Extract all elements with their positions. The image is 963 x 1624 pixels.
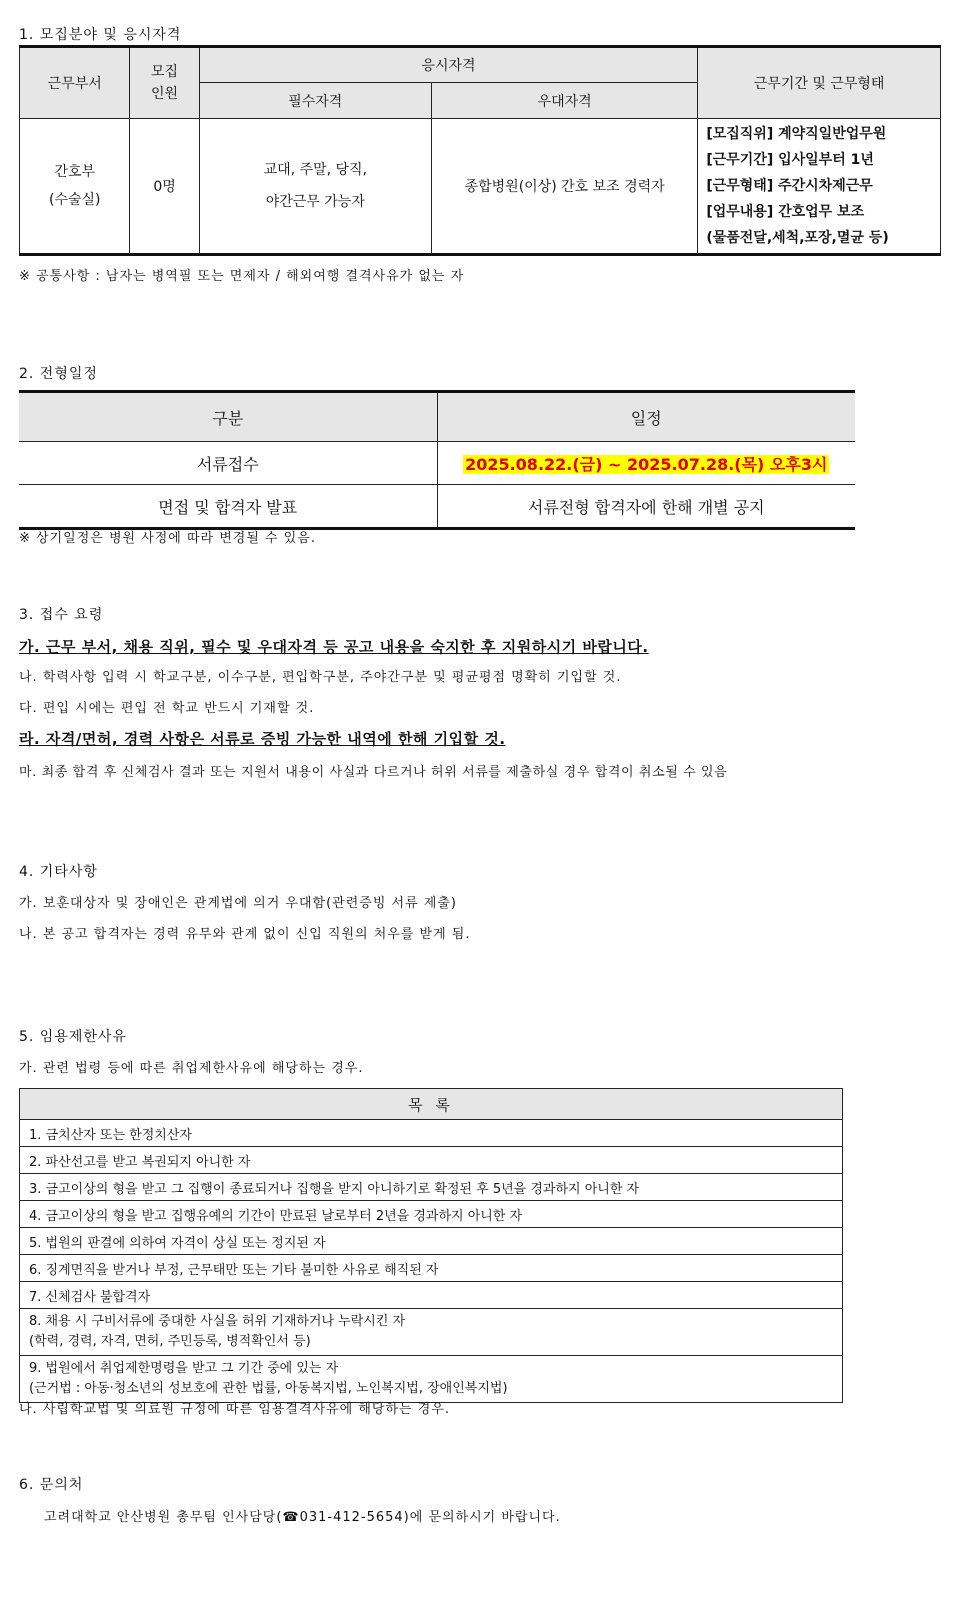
header-period: 근무기간 및 근무형태	[698, 47, 941, 119]
contact-text: 고려대학교 안산병원 총무팀 인사담당(☎031-412-5654)에 문의하시기 바랍니다.	[44, 1510, 561, 1525]
cell-period: [모집직위] 계약직일반업무원 [근무기간] 입사일부터 1년 [근무형태] 주간시차제근무 [업무내용] 간호업무 보조 (물품전달,세척,포장,멸균 등)	[698, 119, 941, 255]
schedule-note: ※ 상기일정은 병원 사정에 따라 변경될 수 있음.	[19, 531, 316, 546]
misc-item: 나. 본 공고 합격자는 경력 유무와 관계 없이 신입 직원의 처우를 받게 됨.	[19, 927, 471, 942]
schedule-header-category: 구분	[19, 392, 437, 442]
restriction-row: 1. 금치산자 또는 한정치산자	[20, 1120, 843, 1147]
section-2-heading: 2. 전형일정	[19, 366, 98, 382]
section-6-heading: 6. 문의처	[19, 1477, 84, 1493]
schedule-header-date: 일정	[437, 392, 855, 442]
guideline-item: 라. 자격/면허, 경력 사항은 서류로 증빙 가능한 내역에 한해 기입할 것.	[19, 730, 506, 748]
restriction-table	[19, 1088, 843, 1403]
restriction-row: 5. 법원의 판결에 의하여 자격이 상실 또는 정지된 자	[20, 1228, 843, 1255]
restriction-row: 3. 금고이상의 형을 받고 그 집행이 종료되거나 집행을 받지 아니하기로 확정된 후 5년을 경과하지 아니한 자	[20, 1174, 843, 1201]
header-preferred: 우대자격	[431, 83, 697, 119]
restriction-row: 8. 채용 시 구비서류에 중대한 사실을 허위 기재하거나 누락시킨 자 (학력, 경력, 자격, 면허, 주민등록, 병적확인서 등)	[20, 1309, 843, 1356]
recruitment-table	[19, 45, 941, 256]
header-dept: 근무부서	[20, 47, 130, 119]
restriction-row: 7. 신체검사 불합격자	[20, 1282, 843, 1309]
guideline-item: 가. 근무 부서, 채용 직위, 필수 및 우대자격 등 공고 내용을 숙지한 후 지원하시기 바랍니다.	[19, 638, 649, 656]
schedule-row-label: 서류접수	[19, 442, 437, 485]
restriction-row: 2. 파산선고를 받고 복권되지 아니한 자	[20, 1147, 843, 1174]
restriction-outro: 나. 사립학교법 및 의료원 규정에 따른 임용결격사유에 해당하는 경우.	[19, 1402, 450, 1417]
cell-dept: 간호부 (수술실)	[20, 119, 130, 255]
restriction-intro: 가. 관련 법령 등에 따른 취업제한사유에 해당하는 경우.	[19, 1061, 364, 1076]
header-qualification: 응시자격	[199, 47, 698, 83]
schedule-table	[19, 390, 855, 530]
guideline-item: 나. 학력사항 입력 시 학교구분, 이수구분, 편입학구분, 주야간구분 및 평균평점 명확히 기입할 것.	[19, 670, 622, 685]
section-5-heading: 5. 임용제한사유	[19, 1029, 127, 1045]
schedule-row-label: 면접 및 합격자 발표	[19, 485, 437, 529]
schedule-row-value: 서류전형 합격자에 한해 개별 공지	[437, 485, 855, 529]
guideline-item: 다. 편입 시에는 편입 전 학교 반드시 기재할 것.	[19, 701, 315, 716]
restriction-row: 6. 징계면직을 받거나 부정, 근무태만 또는 기타 불미한 사유로 해직된 자	[20, 1255, 843, 1282]
section-3-heading: 3. 접수 요령	[19, 607, 104, 623]
header-count: 모집 인원	[130, 47, 199, 119]
cell-required: 교대, 주말, 당직, 야간근무 가능자	[199, 119, 431, 255]
restriction-header: 목 록	[20, 1089, 843, 1120]
cell-preferred: 종합병원(이상) 간호 보조 경력자	[431, 119, 697, 255]
misc-item: 가. 보훈대상자 및 장애인은 관계법에 의거 우대함(관련증빙 서류 제출)	[19, 896, 457, 911]
common-note: ※ 공통사항 : 남자는 병역필 또는 면제자 / 해외여행 결격사유가 없는 자	[19, 269, 465, 284]
highlighted-date: 2025.08.22.(금) ~ 2025.07.28.(목) 오후3시	[465, 454, 828, 474]
section-4-heading: 4. 기타사항	[19, 864, 98, 880]
schedule-row-value	[437, 442, 855, 485]
restriction-row: 9. 법원에서 취업제한명령을 받고 그 기간 중에 있는 자 (근거법 : 아동·청소년의 성보호에 관한 법률, 아동복지법, 노인복지법, 장애인복지법)	[20, 1356, 843, 1403]
restriction-row: 4. 금고이상의 형을 받고 집행유예의 기간이 만료된 날로부터 2년을 경과하지 아니한 자	[20, 1201, 843, 1228]
section-1-heading: 1. 모집분야 및 응시자격	[19, 27, 182, 43]
cell-count: 0명	[130, 119, 199, 255]
header-required: 필수자격	[199, 83, 431, 119]
guideline-item: 마. 최종 합격 후 신체검사 결과 또는 지원서 내용이 사실과 다르거나 허위 서류를 제출하실 경우 합격이 취소될 수 있음	[19, 765, 728, 780]
